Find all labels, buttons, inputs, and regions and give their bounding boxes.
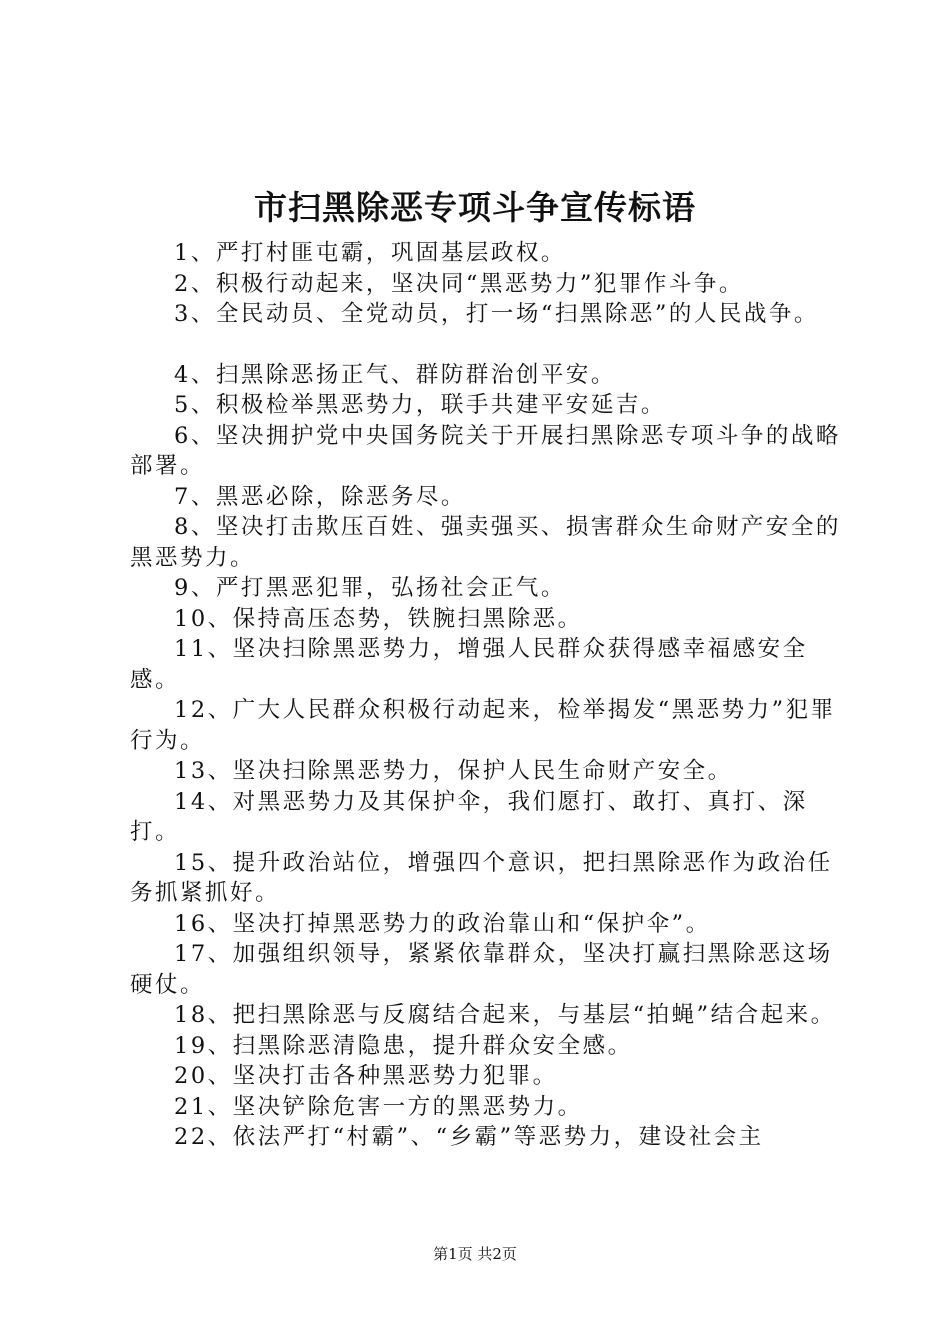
slogan-item-3: 3、全民动员、全党动员，打一场“扫黑除恶”的人民战争。 bbox=[174, 301, 819, 327]
slogan-item-8: 8、坚决打击欺压百姓、强卖强买、损害群众生命财产安全的黑恶势力。 bbox=[130, 514, 841, 571]
slogan-item-1: 1、严打村匪屯霸，巩固基层政权。 bbox=[174, 240, 566, 266]
slogan-item-22: 22、依法严打“村霸”、“乡霸”等恶势力，建设社会主 bbox=[174, 1124, 764, 1150]
document-title: 市扫黑除恶专项斗争宣传标语 bbox=[254, 188, 696, 227]
slogan-list bbox=[130, 238, 850, 1153]
slogan-item-9: 9、严打黑恶犯罪，弘扬社会正气。 bbox=[174, 575, 566, 601]
slogan-item-11: 11、坚决扫除黑恶势力，增强人民群众获得感幸福感安全感。 bbox=[130, 636, 808, 693]
slogan-item-19: 19、扫黑除恶清隐患，提升群众安全感。 bbox=[174, 1032, 633, 1059]
slogan-item-20: 20、坚决打击各种黑恶势力犯罪。 bbox=[174, 1063, 558, 1089]
page-number-footer: 第1页 共2页 bbox=[433, 1245, 517, 1263]
slogan-item-14: 14、对黑恶势力及其保护伞，我们愿打、敢打、真打、深打。 bbox=[130, 788, 808, 845]
slogan-item-18: 18、把扫黑除恶与反腐结合起来，与基层“拍蝇”结合起来。 bbox=[174, 1002, 836, 1028]
slogan-item-5: 5、积极检举黑恶势力，联手共建平安延吉。 bbox=[174, 392, 666, 418]
slogan-item-2: 2、积极行动起来，坚决同“黑恶势力”犯罪作斗争。 bbox=[174, 270, 744, 297]
slogan-item-12: 12、广大人民群众积极行动起来，检举揭发“黑恶势力”犯罪行为。 bbox=[130, 697, 836, 754]
slogan-item-13: 13、坚决扫除黑恶势力，保护人民生命财产安全。 bbox=[174, 758, 733, 784]
slogan-item-7: 7、黑恶必除，除恶务尽。 bbox=[174, 483, 466, 510]
slogan-item-10: 10、保持高压态势，铁腕扫黑除恶。 bbox=[174, 605, 583, 632]
slogan-item-15: 15、提升政治站位，增强四个意识，把扫黑除恶作为政治任务抓紧抓好。 bbox=[130, 849, 833, 906]
slogan-item-4: 4、扫黑除恶扬正气、群防群治创平安。 bbox=[174, 361, 616, 388]
slogan-item-6: 6、坚决拥护党中央国务院关于开展扫黑除恶专项斗争的战略部署。 bbox=[130, 422, 841, 479]
slogan-item-21: 21、坚决铲除危害一方的黑恶势力。 bbox=[174, 1093, 583, 1120]
slogan-item-16: 16、坚决打掉黑恶势力的政治靠山和“保护伞”。 bbox=[174, 910, 711, 937]
slogan-item-17: 17、加强组织领导，紧紧依靠群众，坚决打赢扫黑除恶这场硬仗。 bbox=[130, 941, 833, 998]
